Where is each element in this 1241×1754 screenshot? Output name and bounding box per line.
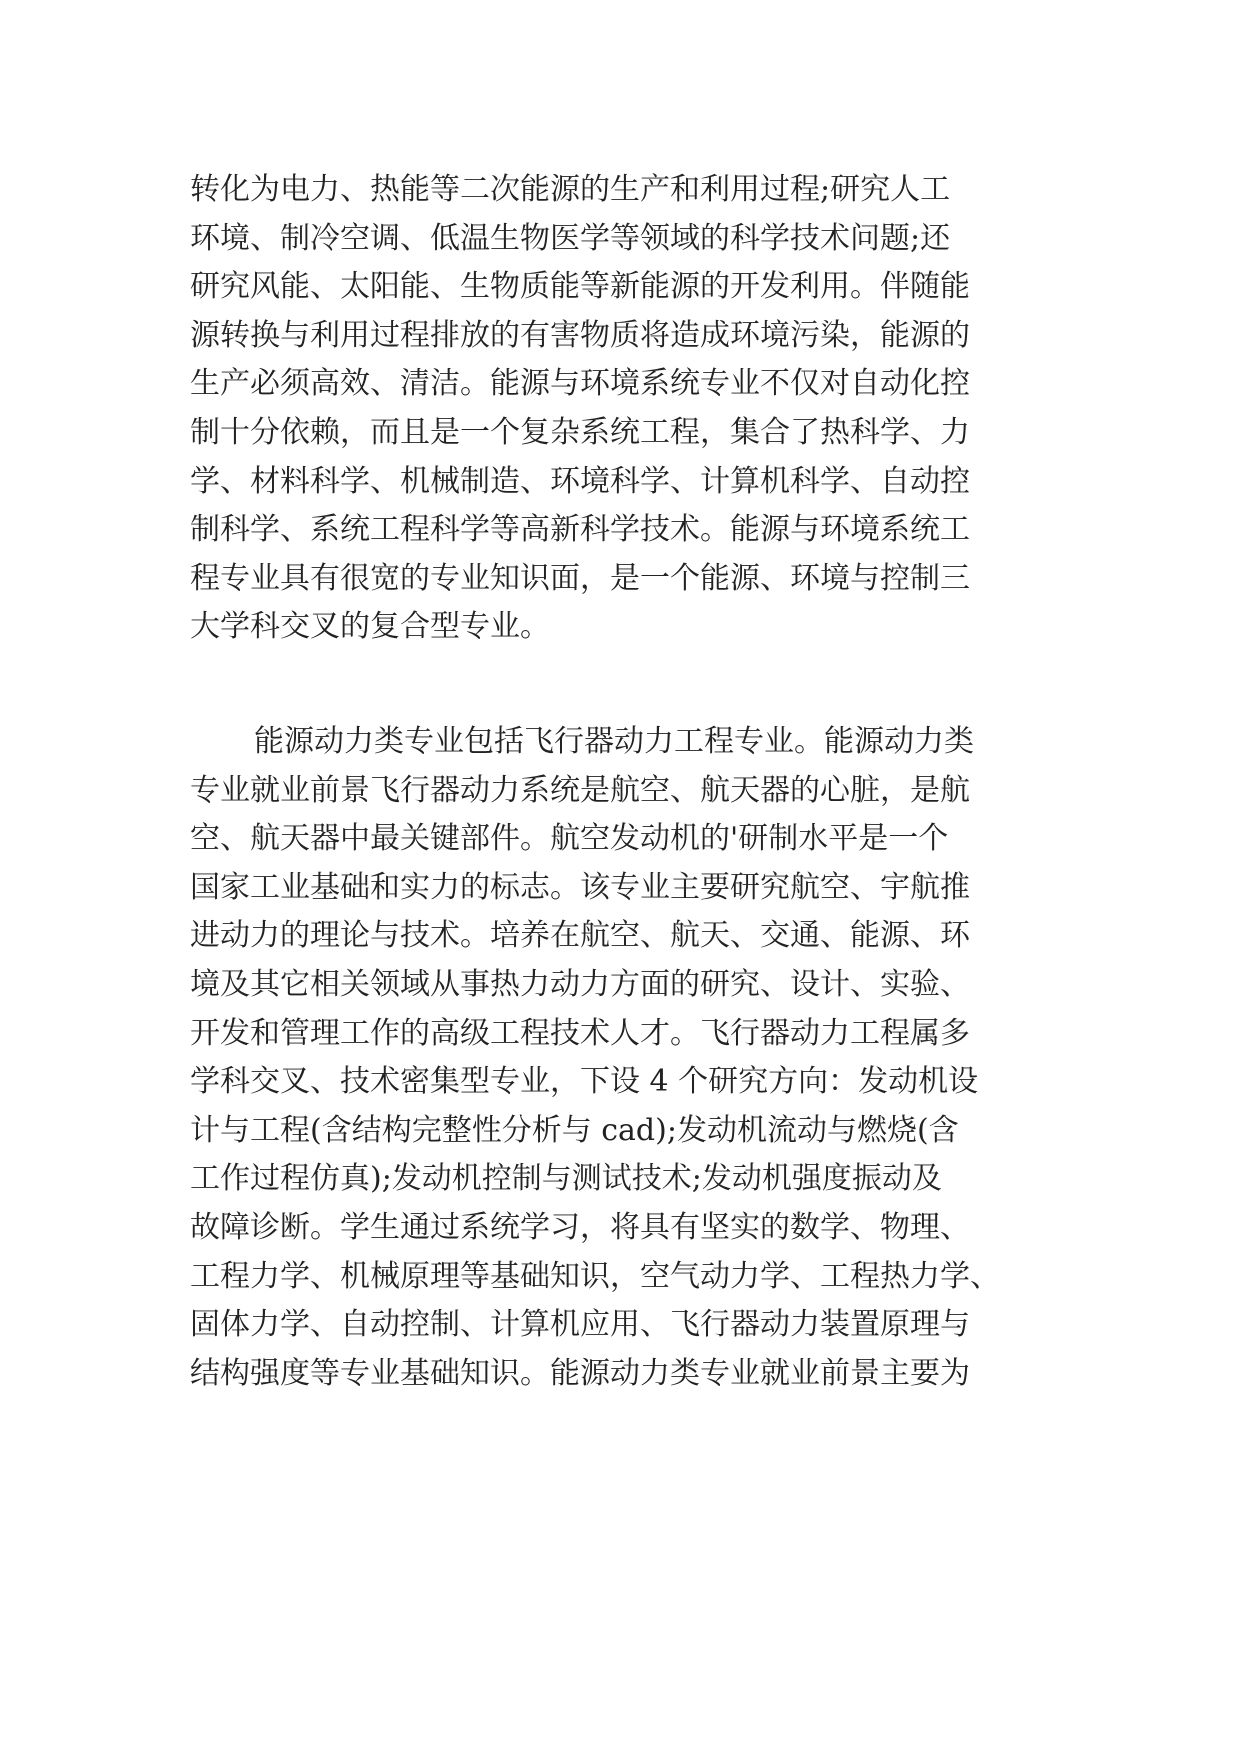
text-line: 大学科交叉的复合型专业。 [190,609,550,645]
text-line: 固体力学、自动控制、计算机应用、飞行器动力装置原理与 [190,1307,970,1343]
text-line: 学、材料科学、机械制造、环境科学、计算机科学、自动控 [190,463,970,499]
text-line: 开发和管理工作的高级工程技术人才。飞行器动力工程属多 [190,1015,970,1051]
text-line: 专业就业前景飞行器动力系统是航空、航天器的心脏，是航 [190,772,970,808]
text-line: 结构强度等专业基础知识。能源动力类专业就业前景主要为 [190,1355,970,1391]
text-line: 源转换与利用过程排放的有害物质将造成环境污染，能源的 [190,317,970,353]
text-line: 工作过程仿真);发动机控制与测试技术;发动机强度振动及 [190,1161,942,1197]
text-line: 计与工程(含结构完整性分析与 cad);发动机流动与燃烧(含 [190,1112,959,1148]
text-line-indented: 能源动力类专业包括飞行器动力工程专业。能源动力类 [254,724,974,759]
text-line: 制科学、系统工程科学等高新科学技术。能源与环境系统工 [190,512,970,548]
text-line: 环境、制冷空调、低温生物医学等领域的科学技术问题;还 [190,220,951,256]
text-line: 制十分依赖，而且是一个复杂系统工程，集合了热科学、力 [190,414,970,450]
text-line: 工程力学、机械原理等基础知识，空气动力学、工程热力学、 [190,1258,1000,1294]
text-line: 空、航天器中最关键部件。航空发动机的'研制水平是一个 [190,821,949,857]
text-line: 进动力的理论与技术。培养在航空、航天、交通、能源、环 [190,918,970,954]
text-line: 学科交叉、技术密集型专业，下设 4 个研究方向：发动机设 [190,1064,979,1100]
text-line: 程专业具有很宽的专业知识面，是一个能源、环境与控制三 [190,560,970,596]
text-line: 研究风能、太阳能、生物质能等新能源的开发利用。伴随能 [190,269,970,305]
paragraph-aircraft-propulsion [190,718,1070,1398]
text-line: 国家工业基础和实力的标志。该专业主要研究航空、宇航推 [190,869,970,905]
text-line: 生产必须高效、清洁。能源与环境系统专业不仅对自动化控 [190,366,970,402]
text-line: 境及其它相关领域从事热力动力方面的研究、设计、实验、 [190,966,970,1002]
paragraph-energy-environment [190,166,1070,652]
text-line: 转化为电力、热能等二次能源的生产和利用过程;研究人工 [190,172,951,207]
text-line: 故障诊断。学生通过系统学习，将具有坚实的数学、物理、 [190,1209,970,1245]
